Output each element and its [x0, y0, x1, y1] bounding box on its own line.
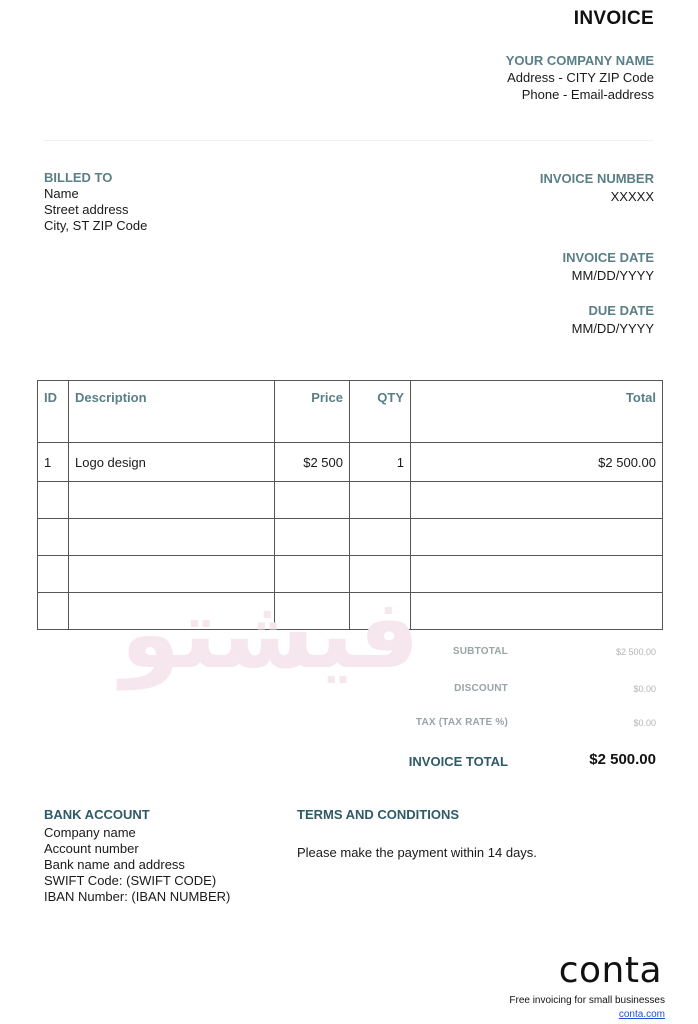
cell-qty: 1: [350, 443, 411, 482]
subtotal-value: $2 500.00: [615, 647, 656, 657]
cell-qty: [350, 519, 411, 556]
discount-value: $0.00: [633, 684, 656, 694]
cell-id: [38, 519, 69, 556]
subtotal-label: SUBTOTAL: [452, 646, 508, 657]
header-description: Description: [69, 381, 275, 443]
bank-account-label: BANK ACCOUNT: [44, 807, 150, 822]
bank-name-address: Bank name and address: [44, 857, 185, 872]
cell-id: [38, 482, 69, 519]
cell-price: $2 500: [275, 443, 350, 482]
header-price: Price: [275, 381, 350, 443]
invoice-title: INVOICE: [573, 8, 654, 29]
table-header-row: [38, 381, 663, 443]
cell-price: [275, 482, 350, 519]
cell-price: [275, 519, 350, 556]
invoice-date-block: [394, 249, 654, 285]
cell-description: Logo design: [69, 443, 275, 482]
due-date-label: DUE DATE: [588, 303, 654, 318]
billed-to-name: Name: [44, 186, 79, 201]
company-block: [354, 52, 654, 103]
company-address: Address - CITY ZIP Code: [507, 70, 654, 85]
cell-id: 1: [38, 443, 69, 482]
bank-swift-code: SWIFT Code: (SWIFT CODE): [44, 873, 217, 888]
cell-id: [38, 556, 69, 593]
header-qty: QTY: [350, 381, 411, 443]
discount-label: DISCOUNT: [454, 683, 508, 694]
watermark-text: فيشتو: [120, 578, 420, 690]
cell-description: [69, 519, 275, 556]
header-total: Total: [411, 381, 663, 443]
bank-iban-number: IBAN Number: (IBAN NUMBER): [44, 889, 231, 904]
invoice-total-value: $2 500.00: [589, 751, 656, 768]
due-date-value: MM/DD/YYYY: [571, 321, 654, 336]
cell-description: [69, 482, 275, 519]
invoice-number-block: [394, 170, 654, 206]
invoice-number-label: INVOICE NUMBER: [539, 171, 654, 186]
cell-qty: [350, 482, 411, 519]
billed-to-block: [44, 170, 147, 234]
bank-company-name: Company name: [44, 825, 136, 840]
table-row: [38, 519, 663, 556]
tax-label: TAX (TAX RATE %): [415, 717, 508, 728]
footer-tagline: Free invoicing for small businesses: [509, 995, 665, 1006]
cell-id: [38, 593, 69, 630]
conta-logo: conta: [558, 950, 662, 991]
cell-total: [411, 556, 663, 593]
invoice-date-value: MM/DD/YYYY: [571, 268, 654, 283]
company-contact: Phone - Email-address: [521, 87, 654, 102]
cell-total: $2 500.00: [411, 443, 663, 482]
bank-account-number: Account number: [44, 841, 139, 856]
billed-to-street: Street address: [44, 202, 129, 217]
billed-to-label: BILLED TO: [44, 170, 113, 185]
billed-to-city: City, ST ZIP Code: [44, 218, 148, 233]
cell-total: [411, 519, 663, 556]
company-name: YOUR COMPANY NAME: [505, 53, 654, 68]
header-divider: [44, 140, 654, 141]
terms-label: TERMS AND CONDITIONS: [297, 807, 460, 822]
invoice-date-label: INVOICE DATE: [562, 250, 654, 265]
due-date-block: [394, 302, 654, 338]
tax-value: $0.00: [633, 718, 656, 728]
table-row: [38, 443, 663, 482]
bank-account-block: [44, 807, 284, 905]
table-row: [38, 482, 663, 519]
terms-text: Please make the payment within 14 days.: [297, 845, 537, 860]
terms-block: [297, 807, 627, 860]
cell-total: [411, 482, 663, 519]
header-id: ID: [38, 381, 69, 443]
conta-link[interactable]: conta.com: [618, 1009, 665, 1020]
cell-total: [411, 593, 663, 630]
invoice-total-label: INVOICE TOTAL: [408, 754, 508, 769]
invoice-number-value: XXXXX: [610, 189, 654, 204]
